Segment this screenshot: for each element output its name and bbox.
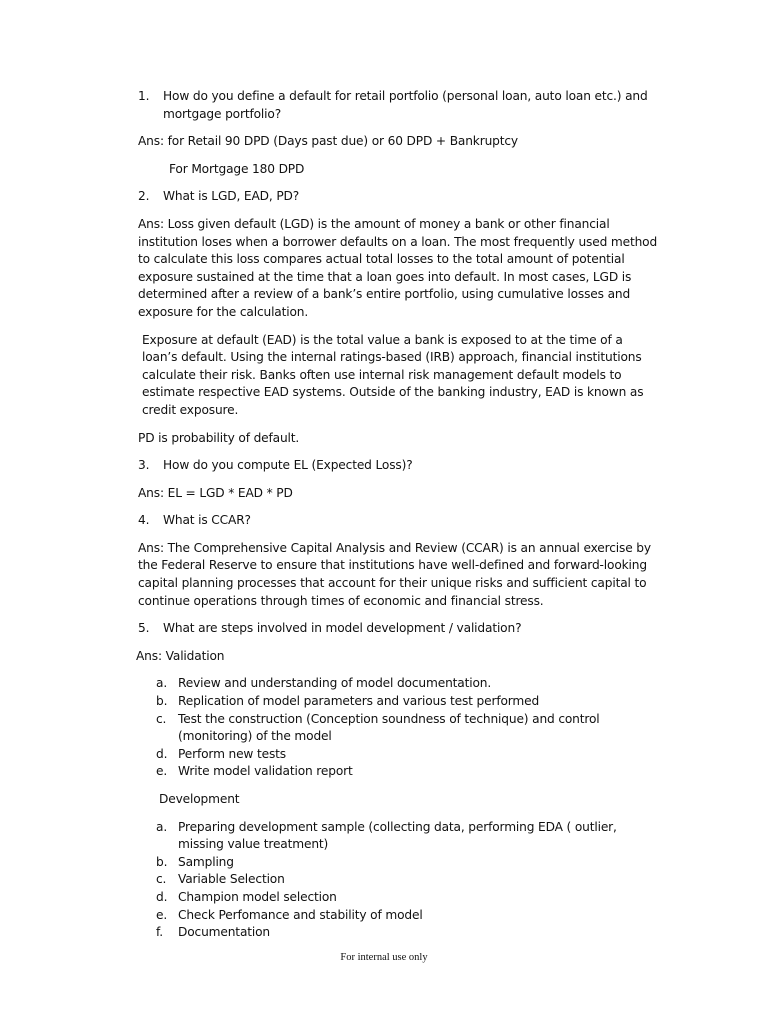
- question-number: 3.: [138, 458, 150, 473]
- validation-steps-list: [138, 675, 658, 781]
- answer-5-validation-heading: Ans: Validation: [136, 648, 225, 663]
- document-body: [138, 88, 658, 952]
- list-item: a. Review and understanding of model documentation.: [156, 676, 492, 691]
- question-text: What is LGD, EAD, PD?: [163, 189, 300, 204]
- answer-1-mortgage: For Mortgage 180 DPD: [169, 161, 305, 176]
- question-text: How do you compute EL (Expected Loss)?: [163, 458, 413, 473]
- list-item: e. Check Perfomance and stability of model: [156, 907, 423, 922]
- answer-2-lgd: Ans: Loss given default (LGD) is the amount of money a bank or other financial institution loses when a borrower defaults on a loan. The most frequently used method to calculate this loss compares actual total losses to the total amount of potential exposure sustained at the time that a loan goes into default. In most cases, LGD is determined after a review of a bank’s entire portfolio, using cumulative losses and exposure for the calculation.: [138, 216, 658, 319]
- question-number: 1.: [138, 89, 150, 103]
- list-item: d. Perform new tests: [156, 746, 286, 761]
- page-footer: For internal use only: [340, 952, 428, 963]
- question-text: What are steps involved in model development / validation?: [163, 621, 522, 636]
- question-4: [138, 512, 658, 530]
- list-item: c. Variable Selection: [156, 872, 285, 887]
- question-text: How do you define a default for retail portfolio (personal loan, auto loan etc.) and mortgage portfolio?: [163, 89, 648, 121]
- question-number: 4.: [138, 513, 150, 528]
- question-1: [138, 88, 658, 123]
- list-item: d. Champion model selection: [156, 889, 337, 904]
- answer-2-pd: PD is probability of default.: [138, 430, 300, 445]
- question-2: [138, 188, 658, 206]
- list-item: c. Test the construction (Conception soundness of technique) and control (monitoring) of the model: [156, 711, 600, 744]
- list-item: b. Replication of model parameters and various test performed: [156, 694, 540, 709]
- answer-1: Ans: for Retail 90 DPD (Days past due) or 60 DPD + Bankruptcy: [138, 134, 518, 149]
- list-item: b. Sampling: [156, 854, 234, 869]
- question-number: 5.: [138, 621, 150, 636]
- list-item: f. Documentation: [156, 925, 271, 940]
- answer-4: Ans: The Comprehensive Capital Analysis and Review (CCAR) is an annual exercise by the Federal Reserve to ensure that institutions have well-defined and forward-looking capital planning processes that account for their unique risks and sufficient capital to continue operations through times of economic and financial stress.: [138, 540, 651, 608]
- question-text: What is CCAR?: [163, 513, 251, 528]
- list-item: a. Preparing development sample (collecting data, performing EDA ( outlier, missing value treatment): [156, 819, 617, 852]
- list-item: e. Write model validation report: [156, 764, 353, 779]
- answer-3: Ans: EL = LGD * EAD * PD: [138, 485, 293, 500]
- development-heading: Development: [159, 792, 240, 806]
- question-number: 2.: [138, 189, 150, 204]
- question-5: [138, 620, 658, 638]
- development-steps-list: [138, 819, 658, 942]
- question-3: [138, 457, 658, 475]
- answer-2-ead: Exposure at default (EAD) is the total value a bank is exposed to at the time of a loan’s default. Using the internal ratings-based (IRB) approach, financial institutions calculate their risk. Banks often use internal risk management default models to estimate respective EAD systems. Outside of the banking industry, EAD is known as credit exposure.: [142, 332, 644, 417]
